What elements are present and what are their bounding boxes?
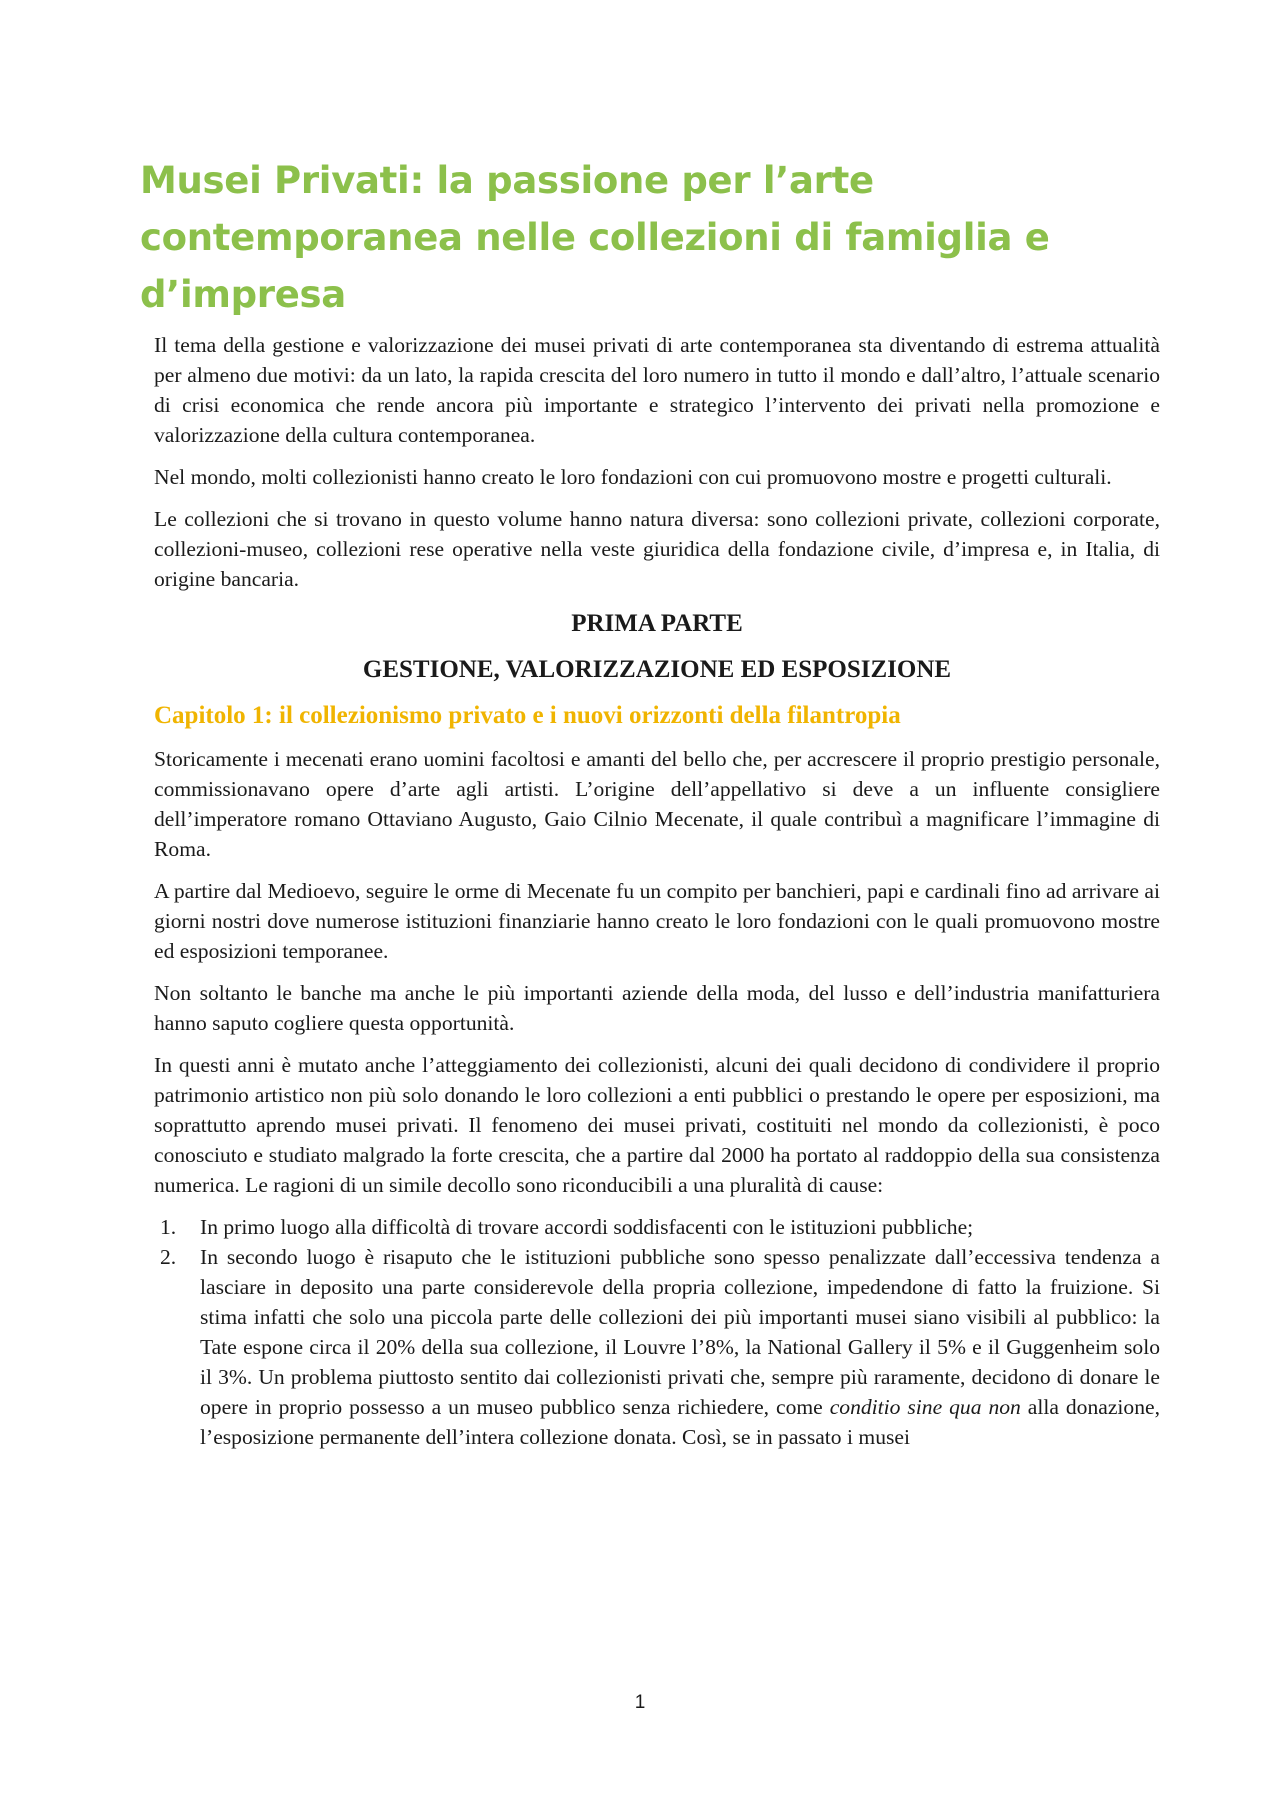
causes-list xyxy=(154,1212,1160,1452)
chapter-paragraph-1: Storicamente i mecenati erano uomini facoltosi e amanti del bello che, per accrescere il proprio prestigio personale, commissionavano opere d’arte agli artisti. L’origine dell’appellativo si deve a un influente consigliere dell’imperatore romano Ottaviano Augusto, Gaio Cilnio Mecenate, il quale contribuì a magnificare l’immagine di Roma. xyxy=(154,747,1160,861)
list-item-number: 2. xyxy=(160,1245,177,1269)
intro-paragraph-3: Le collezioni che si trovano in questo volume hanno natura diversa: sono collezioni private, collezioni corporate, collezioni-museo, collezioni rese operative nella veste giuridica della fondazione civile, d’impresa e, in Italia, di origine bancaria. xyxy=(154,507,1160,591)
chapter-paragraph-2: A partire dal Medioevo, seguire le orme di Mecenate fu un compito per banchieri, papi e cardinali fino ad arrivare ai giorni nostri dove numerose istituzioni finanziarie hanno creato le loro fondazioni con le quali promuovono mostre ed esposizioni temporanee. xyxy=(154,879,1160,963)
part-subtitle: GESTIONE, VALORIZZAZIONE ED ESPOSIZIONE xyxy=(362,656,952,683)
list-item-text-end: alla donazione, l’esposizione permanente dell’intera collezione donata. Così, se in passato i musei xyxy=(200,1395,1161,1449)
list-item-number: 1. xyxy=(160,1215,177,1239)
list-item xyxy=(154,1212,1160,1242)
latin-phrase: conditio sine qua non xyxy=(829,1395,1021,1419)
list-item-text xyxy=(200,1245,1160,1449)
intro-paragraph-1: Il tema della gestione e valorizzazione dei musei privati di arte contemporanea sta diventando di estrema attualità per almeno due motivi: da un lato, la rapida crescita del loro numero in tutto il mondo e dall’altro, l’attuale scenario di crisi economica che rende ancora più importante e strategico l’intervento dei privati nella promozione e valorizzazione della cultura contemporanea. xyxy=(154,333,1160,447)
intro-paragraph-2: Nel mondo, molti collezionisti hanno creato le loro fondazioni con cui promuovono mostre e progetti culturali. xyxy=(154,465,1112,489)
chapter-paragraph-4: In questi anni è mutato anche l’atteggiamento dei collezionisti, alcuni dei quali decidono di condividere il proprio patrimonio artistico non più solo donando le loro collezioni a enti pubblici o prestando le opere per esposizioni, ma soprattutto aprendo musei privati. Il fenomeno dei musei privati, costituiti nel mondo da collezionisti, è poco conosciuto e studiato malgrado la forte crescita, che a partire dal 2000 ha portato al raddoppio della sua consistenza numerica. Le ragioni di un simile decollo sono riconducibili a una pluralità di cause: xyxy=(154,1053,1160,1197)
chapter-title: Capitolo 1: il collezionismo privato e i nuovi orizzonti della filantropia xyxy=(154,702,901,729)
document-body xyxy=(154,330,1160,1452)
page-number: 1 xyxy=(634,1692,646,1713)
list-item xyxy=(154,1242,1160,1452)
list-item-text: In primo luogo alla difficoltà di trovare accordi soddisfacenti con le istituzioni pubbliche; xyxy=(200,1215,974,1239)
chapter-paragraph-3: Non soltanto le banche ma anche le più importanti aziende della moda, del lusso e dell’industria manifatturiera hanno saputo cogliere questa opportunità. xyxy=(154,981,1160,1035)
document-title: Musei Privati: la passione per l’arte contemporanea nelle collezioni di famiglia e d’impresa xyxy=(140,159,1050,316)
part-title: PRIMA PARTE xyxy=(571,610,743,637)
list-item-text-start: In secondo luogo è risaputo che le istituzioni pubbliche sono spesso penalizzate dall’eccessiva tendenza a lasciare in deposito una parte considerevole della propria collezione, impedendone di fatto la fruizione. Si stima infatti che solo una piccola parte delle collezioni dei più importanti musei siano visibili al pubblico: la Tate espone circa il 20% della sua collezione, il Louvre l’8%, la National Gallery il 5% e il Guggenheim solo il 3%. Un problema piuttosto sentito dai collezionisti privati che, sempre più raramente, decidono di donare le opere in proprio possesso a un museo pubblico senza richiedere, come xyxy=(200,1245,1160,1419)
